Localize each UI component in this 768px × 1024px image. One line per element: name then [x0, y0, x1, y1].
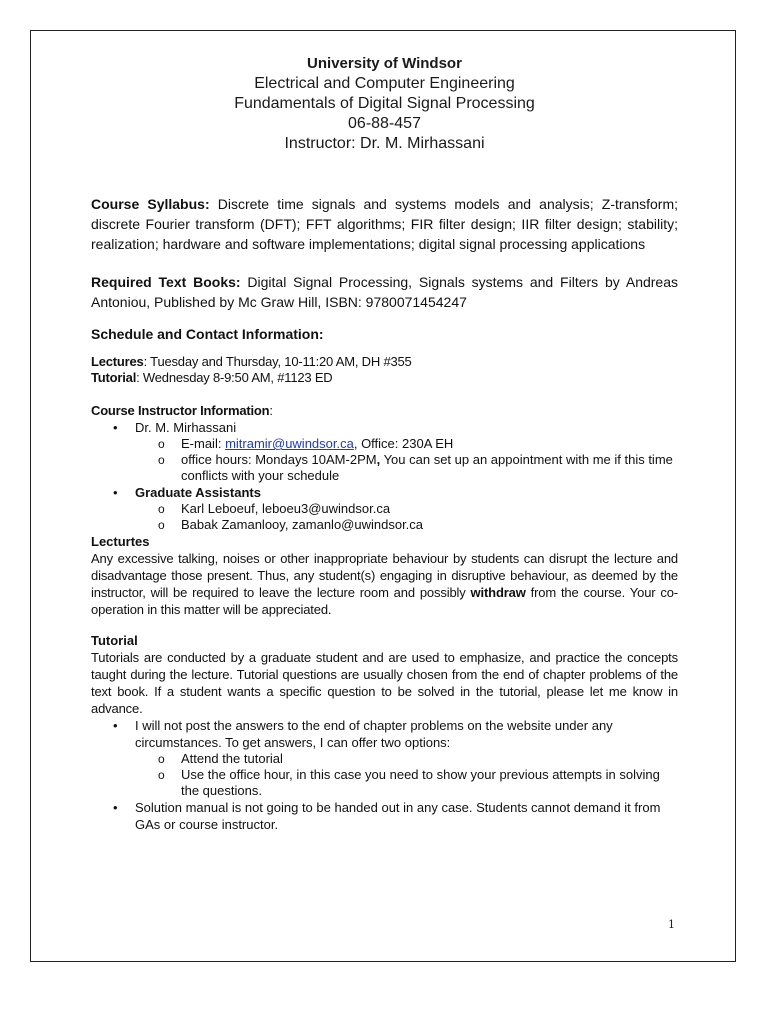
- lectures-line: [91, 354, 678, 370]
- instructor-details: [135, 436, 678, 484]
- office-text: , Office: 230A EH: [353, 436, 454, 451]
- tutorial-list: [91, 717, 678, 833]
- list-item: • Solution manual is not going to be handed out in any case. Students cannot demand it from GAs or course instructor.: [91, 799, 678, 833]
- list-item: o Babak Zamanlooy, zamanlo@uwindsor.ca: [135, 517, 678, 533]
- withdraw-emphasis: withdraw: [470, 585, 526, 600]
- document-body: [91, 54, 678, 833]
- schedule-heading: Schedule and Contact Information:: [91, 326, 324, 342]
- tutorial-bullet-1: I will not post the answers to the end of chapter problems on the website under any circumstances. To get answers, I can offer two options:: [135, 718, 613, 750]
- list-item: [91, 484, 678, 533]
- syllabus-text: Discrete time signals and systems models and analysis; Z-transform; discrete Fourier transform (DFT); FFT algorithms; FIR filter design; IIR filter design; stability; realization; hardware and software implementations; digital signal processing applications: [91, 196, 678, 252]
- course-code: 06-88-457: [348, 115, 421, 132]
- textbooks-label: Required Text Books:: [91, 274, 241, 290]
- instructor-line: Instructor: Dr. M. Mirhassani: [284, 135, 485, 152]
- department-title: Electrical and Computer Engineering: [254, 75, 515, 92]
- instructor-name: Dr. M. Mirhassani: [135, 420, 237, 435]
- tutorial-line: [91, 370, 678, 386]
- document-header: [91, 54, 678, 154]
- office-hours-comma: ,: [376, 452, 381, 467]
- instructor-list: [91, 419, 678, 533]
- list-item: [135, 452, 678, 484]
- tutorial-section-text: Tutorials are conducted by a graduate student and are used to emphasize, and practice the concepts taught during the lecture. Tutorial questions are usually chosen from the end of chapter problems of the text book. If a student wants a specific question to be solved in the tutorial, please let me know in advance.: [91, 650, 678, 716]
- lectures-label: Lectures: [91, 354, 144, 369]
- list-item: [135, 436, 678, 452]
- course-name: Fundamentals of Digital Signal Processing: [234, 95, 535, 112]
- email-prefix: E-mail:: [181, 436, 226, 451]
- email-link[interactable]: mitramir@uwindsor.ca: [225, 436, 354, 451]
- syllabus-label: Course Syllabus:: [91, 196, 210, 212]
- lectures-section-heading: Lecturtes: [91, 534, 150, 549]
- office-hours: office hours: Mondays 10AM-2PM: [181, 452, 377, 467]
- list-item: o Karl Leboeuf, leboeu3@uwindsor.ca: [135, 501, 678, 517]
- tutorial-label: Tutorial: [91, 370, 137, 385]
- schedule-block: [91, 354, 678, 386]
- instructor-info-label: Course Instructor Information: [91, 403, 270, 418]
- list-item: [91, 717, 678, 799]
- lectures-section-text: [91, 550, 678, 618]
- appointment-text: You can set up an appointment with me if this time conflicts with your schedule: [181, 452, 673, 483]
- tutorial-text: : Wednesday 8-9:50 AM, #1123 ED: [136, 370, 333, 385]
- tutorial-section-heading: Tutorial: [91, 633, 138, 648]
- textbooks-text: Digital Signal Processing, Signals systems and Filters by Andreas Antoniou, Published by Mc Graw Hill, ISBN: 9780071454247: [91, 274, 678, 310]
- lectures-text-b: from the course. Your co-operation in this matter will be appreciated.: [91, 585, 678, 617]
- page-number: 1: [668, 918, 675, 931]
- course-syllabus: [91, 194, 678, 254]
- required-textbooks: [91, 272, 678, 312]
- lectures-text: : Tuesday and Thursday, 10-11:20 AM, DH #355: [143, 354, 412, 369]
- graduate-assistants-heading: Graduate Assistants: [135, 485, 261, 500]
- graduate-assistants-list: [135, 501, 678, 533]
- lectures-text-a: Any excessive talking, noises or other inappropriate behaviour by students can disrupt the lecture and disadvantage those present. Thus, any student(s) engaging in disruptive behaviour, as deemed by the instructor, will be required to leave the lecture room and possibly: [91, 551, 678, 600]
- list-item: [91, 419, 678, 484]
- instructor-info-heading: [91, 402, 678, 419]
- tutorial-options: [135, 751, 678, 799]
- university-title: University of Windsor: [307, 55, 462, 72]
- list-item: o Attend the tutorial: [135, 751, 678, 767]
- list-item: o Use the office hour, in this case you need to show your previous attempts in solving the questions.: [135, 767, 678, 799]
- instructor-info-colon: :: [269, 403, 273, 418]
